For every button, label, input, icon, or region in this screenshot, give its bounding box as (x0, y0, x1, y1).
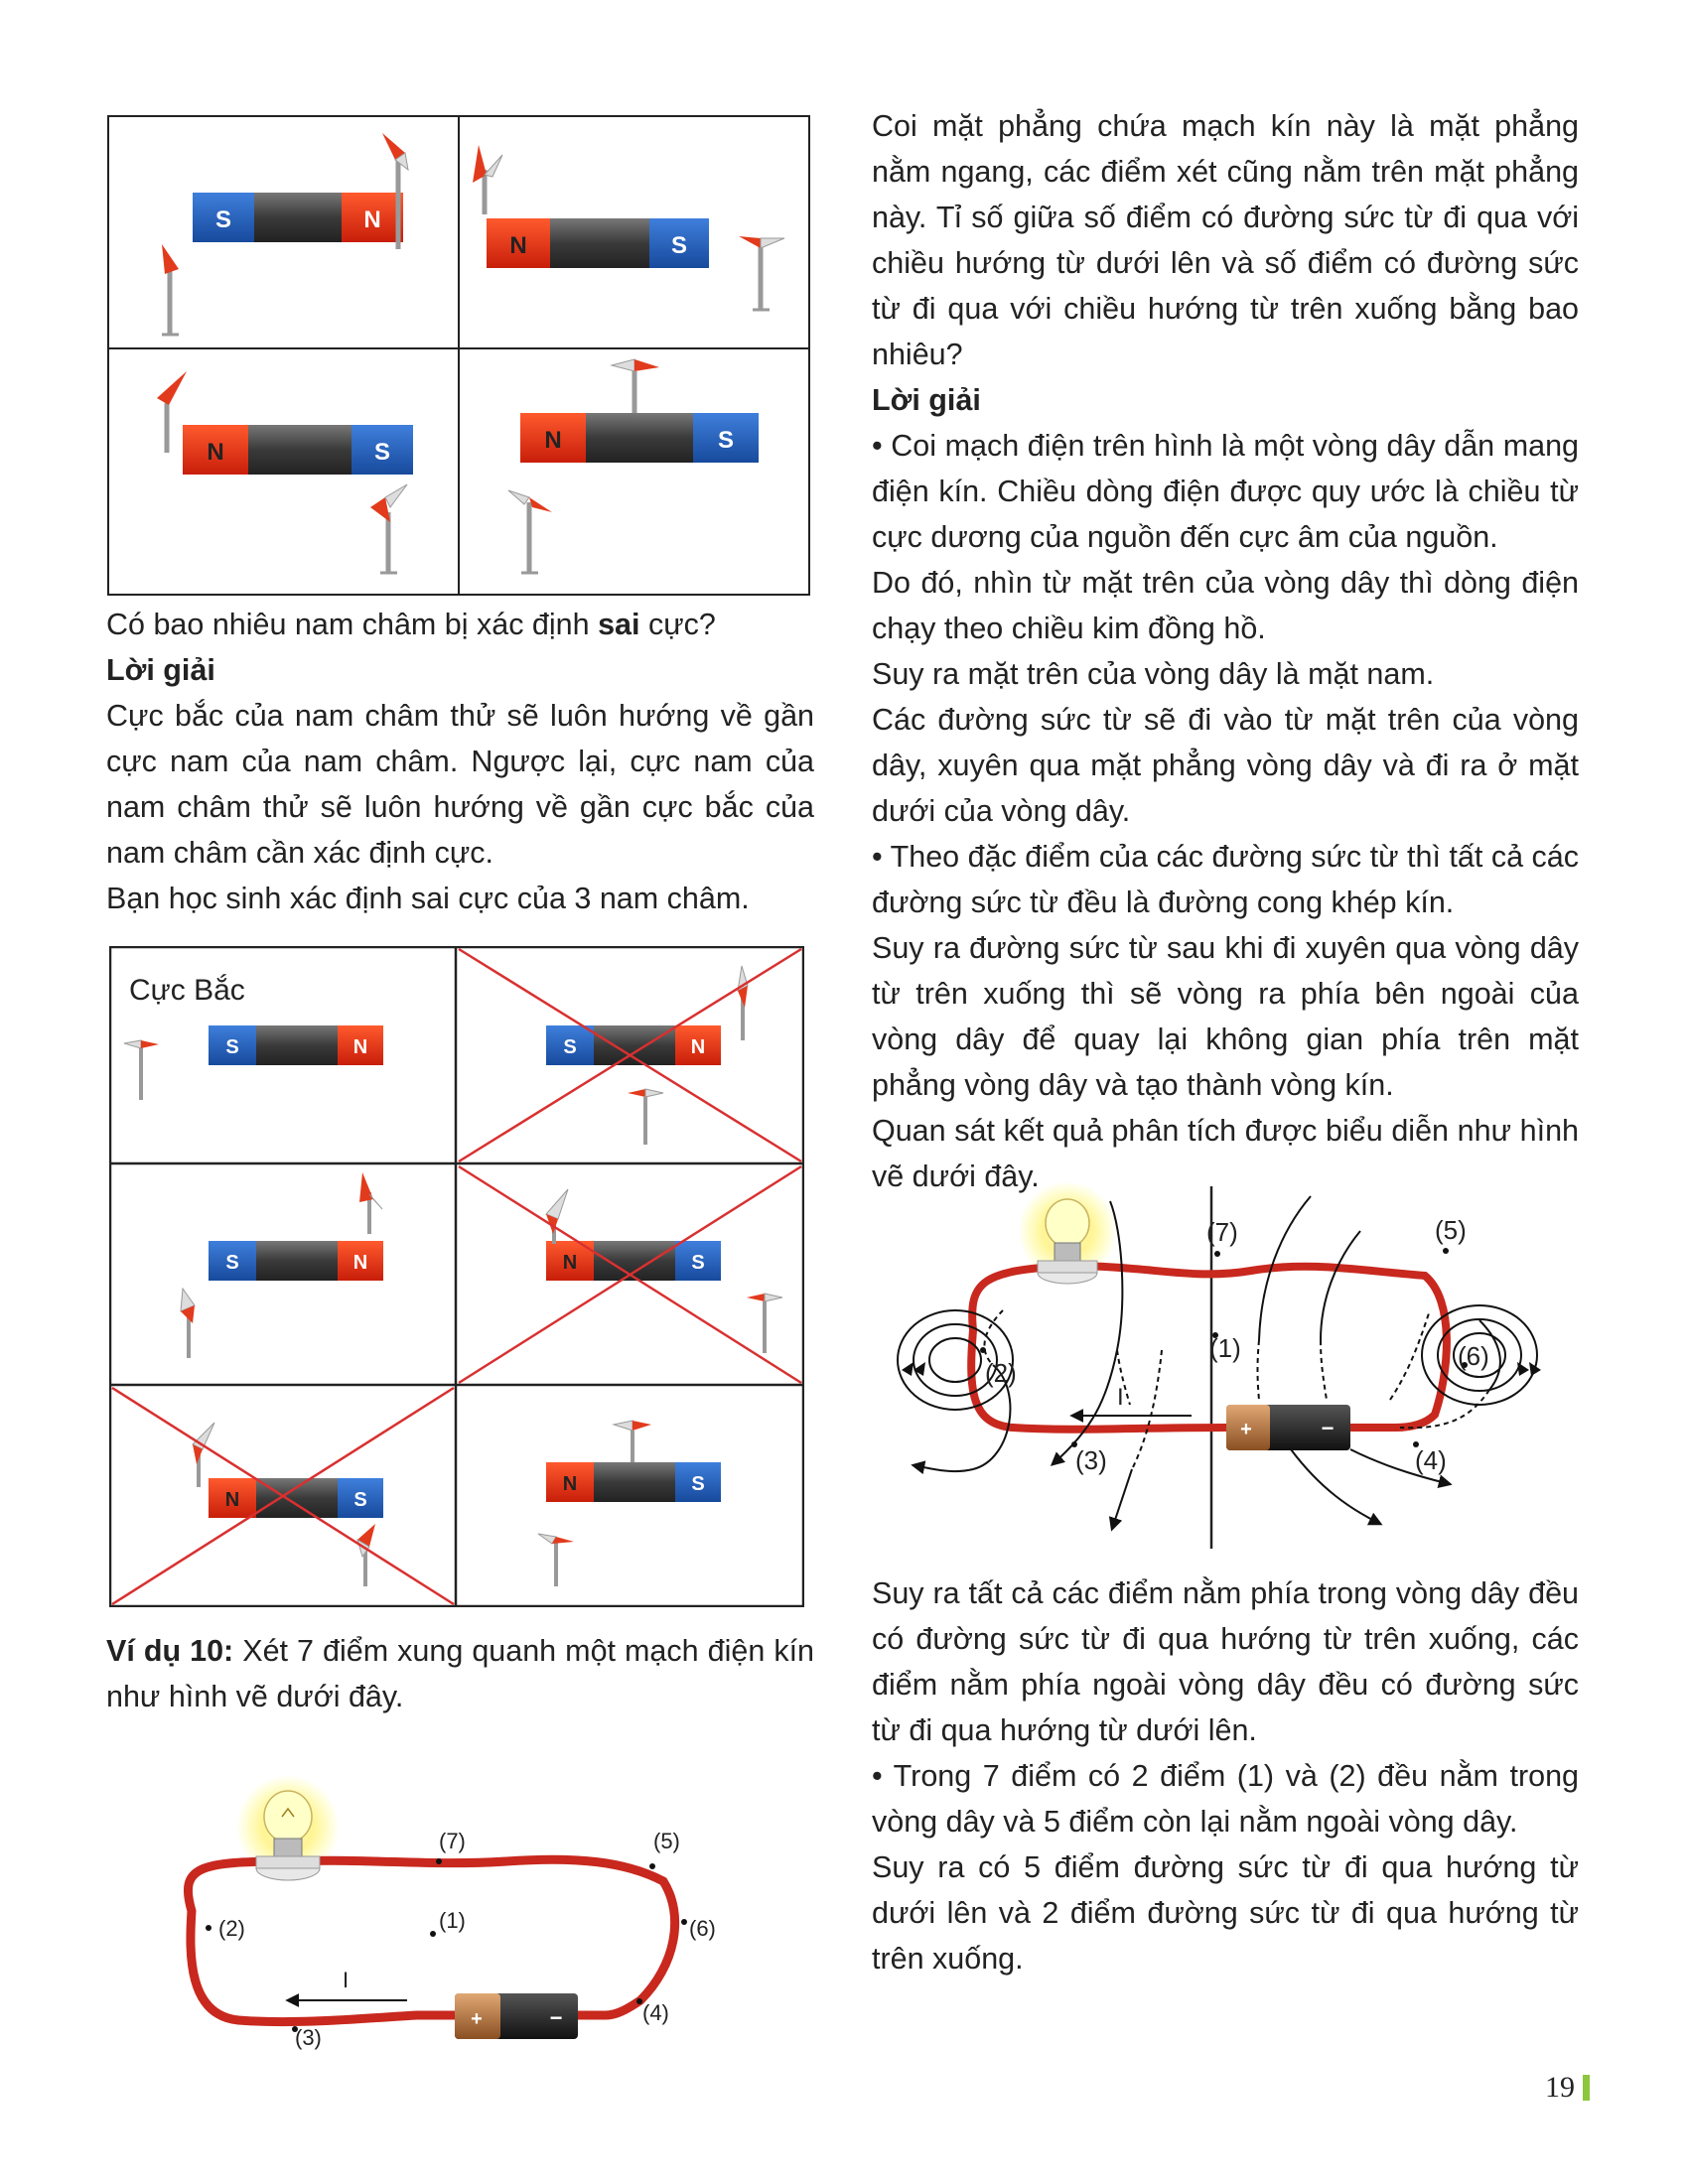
solution-title: Lời giải (106, 653, 215, 687)
wire (1067, 1266, 1447, 1428)
magnet (209, 1241, 383, 1281)
magnet (183, 425, 413, 475)
point-label: (7) (439, 1829, 466, 1853)
point-label: (6) (1458, 1341, 1489, 1371)
field-line-figure (894, 1171, 1569, 1564)
point-label: (7) (1206, 1217, 1238, 1247)
paragraph: Quan sát kết quả phân tích được biểu diễn như hình vẽ dưới đây. (872, 1114, 1579, 1193)
battery (455, 1993, 578, 2039)
magnet (209, 1025, 383, 1065)
current-label: I (343, 1968, 350, 1992)
svg-text:S: S (373, 439, 391, 466)
north-pole-label: Cực Bắc (129, 974, 245, 1007)
right-column-text-1 (872, 103, 1579, 1199)
svg-text:S: S (691, 1252, 705, 1274)
point-label: (4) (1415, 1445, 1447, 1475)
point-label: (3) (1075, 1445, 1107, 1475)
magnet (193, 193, 403, 242)
magnet (520, 413, 759, 463)
example-10-text (106, 1628, 814, 1719)
svg-text:N: N (509, 232, 527, 259)
svg-text:S: S (563, 1036, 577, 1058)
magnet (546, 1241, 721, 1281)
magnet-figure-2 (109, 946, 804, 1612)
solution-title: Lời giải (872, 383, 981, 417)
svg-text:−: − (1321, 1416, 1335, 1440)
point-label: (5) (1435, 1215, 1467, 1245)
svg-text:S: S (225, 1036, 239, 1058)
circuit-figure (179, 1757, 735, 2060)
point-label: (2) (218, 1916, 245, 1941)
point-label: (1) (439, 1908, 466, 1933)
paragraph: Coi mặt phẳng chứa mạch kín này là mặt phẳng nằm ngang, các điểm xét cũng nằm trên mặt phẳng này. Tỉ số giữa số điểm có đường sức từ đi qua với chiều hướng từ dưới lên và số điểm có đường sức từ đi qua với chiều hướng từ trên xuống bằng bao nhiêu? (872, 109, 1579, 371)
example-statement: Ví dụ 10: Xét 7 điểm xung quanh một mạch điện kín như hình vẽ dưới đây. (106, 1634, 815, 1713)
svg-text:N: N (207, 439, 224, 466)
point-label: (5) (653, 1829, 680, 1853)
page-number: 19 (1545, 2071, 1575, 2104)
point-label: (1) (1209, 1333, 1241, 1363)
svg-text:N: N (690, 1036, 706, 1058)
svg-text:S: S (670, 232, 688, 259)
battery (1226, 1405, 1350, 1450)
svg-text:S: S (225, 1252, 239, 1274)
svg-text:S: S (353, 1489, 367, 1511)
svg-text:S: S (717, 427, 735, 454)
paragraph: Suy ra mặt trên của vòng dây là mặt nam. (872, 657, 1435, 691)
magnet-figure-1 (107, 115, 810, 601)
question: Có bao nhiêu nam châm bị xác định sai cực? (106, 608, 716, 641)
svg-text:N: N (544, 427, 562, 454)
point-label: (6) (689, 1916, 716, 1941)
magnet (487, 218, 709, 268)
wire (188, 1861, 417, 2022)
paragraph: Các đường sức từ sẽ đi vào từ mặt trên của vòng dây, xuyên qua mặt phẳng vòng dây và đi ra ở mặt dưới của vòng dây. (872, 703, 1579, 828)
svg-text:+: + (1240, 1419, 1252, 1440)
paragraph: • Theo đặc điểm của các đường sức từ thì tất cả các đường sức từ đều là đường cong khép kín. (872, 840, 1579, 919)
paragraph: • Coi mạch điện trên hình là một vòng dây dẫn mang điện kín. Chiều dòng điện được quy ước là chiều từ cực dương của nguồn đến cực âm của nguồn. (872, 429, 1579, 554)
paragraph: Suy ra đường sức từ sau khi đi xuyên qua vòng dây từ trên xuống thì sẽ vòng ra phía bên ngoài của vòng dây để quay lại không gian phía trên mặt phẳng vòng dây và tạo thành vòng kín. (872, 931, 1579, 1102)
svg-text:N: N (562, 1252, 578, 1274)
paragraph: • Trong 7 điểm có 2 điểm (1) và (2) đều nằm trong vòng dây và 5 điểm còn lại nằm ngoài vòng dây. (872, 1759, 1579, 1839)
page-number-accent (1583, 2075, 1590, 2101)
paragraph: Bạn học sinh xác định sai cực của 3 nam châm. (106, 882, 750, 915)
svg-text:N: N (562, 1473, 578, 1495)
paragraph: Do đó, nhìn từ mặt trên của vòng dây thì dòng điện chạy theo chiều kim đồng hồ. (872, 566, 1579, 645)
magnet (546, 1462, 721, 1502)
magnet (546, 1025, 721, 1065)
svg-text:N: N (224, 1489, 240, 1511)
paragraph: Suy ra tất cả các điểm nằm phía trong vòng dây đều có đường sức từ đi qua hướng từ trên xuống, các điểm nằm phía ngoài vòng dây đều có đường sức từ đi qua hướng từ dưới lên. (872, 1576, 1579, 1747)
right-column-text-2 (872, 1570, 1579, 1981)
paragraph: Suy ra có 5 điểm đường sức từ đi qua hướng từ dưới lên và 2 điểm đường sức từ đi qua hướng từ trên xuống. (872, 1850, 1579, 1976)
svg-text:N: N (352, 1252, 368, 1274)
svg-text:−: − (549, 2005, 563, 2030)
svg-text:+: + (471, 2008, 483, 2030)
svg-text:N: N (363, 206, 381, 233)
svg-text:S: S (691, 1473, 705, 1495)
left-column-text-1 (106, 602, 814, 921)
point-label: (4) (642, 2000, 669, 2025)
svg-text:S: S (214, 206, 232, 233)
paragraph: Cực bắc của nam châm thử sẽ luôn hướng về gần cực nam của nam châm. Ngược lại, cực nam của nam châm thử sẽ luôn hướng về gần cực bắc của nam châm cần xác định cực. (106, 699, 814, 870)
point-label: (2) (985, 1358, 1017, 1388)
magnet (209, 1478, 383, 1518)
point-label: (3) (295, 2025, 322, 2050)
current-label: I (1117, 1384, 1124, 1411)
svg-text:N: N (352, 1036, 368, 1058)
